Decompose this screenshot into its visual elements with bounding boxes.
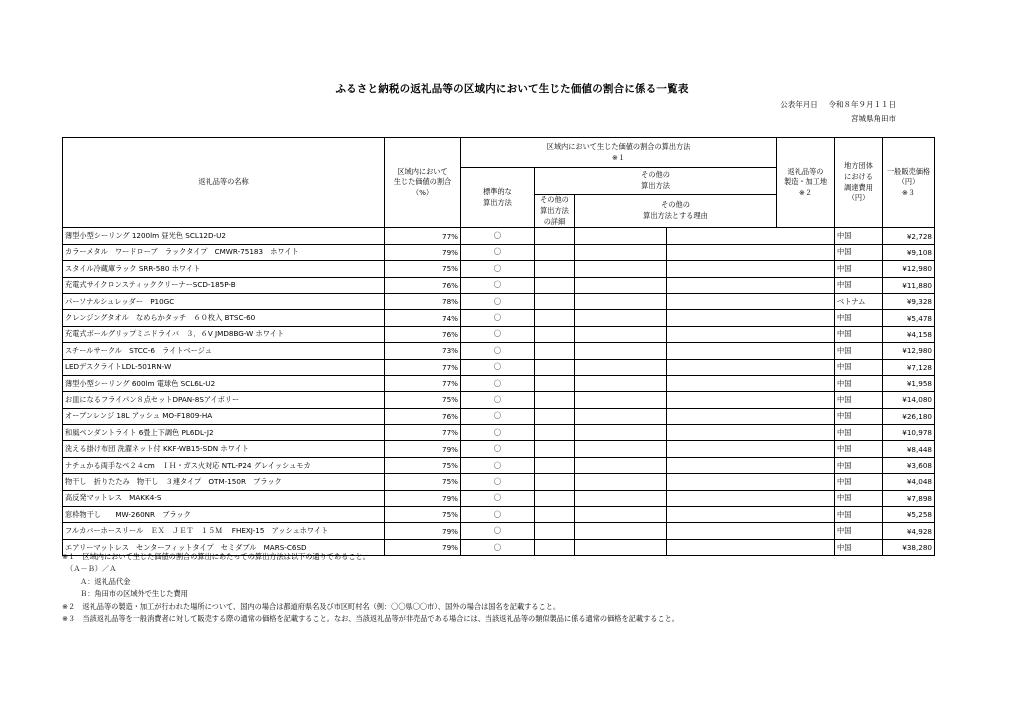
cell-other-detail	[575, 293, 667, 309]
cell-other-method	[535, 457, 575, 473]
cell-other-reason	[667, 425, 835, 441]
publish-date: 令和８年９月１１日	[828, 100, 896, 109]
cell-other-detail	[575, 277, 667, 293]
cell-standard-method: 〇	[461, 490, 535, 506]
cell-procure-cost: ¥5,258	[883, 507, 935, 523]
cell-standard-method: 〇	[461, 244, 535, 260]
cell-origin: 中国	[835, 523, 883, 539]
cell-other-reason	[667, 375, 835, 391]
cell-origin: 中国	[835, 441, 883, 457]
cell-other-reason	[667, 539, 835, 555]
cell-name: スチールサークル STCC-6 ライトベージュ	[63, 343, 385, 359]
cell-other-detail	[575, 228, 667, 244]
cell-origin: 中国	[835, 490, 883, 506]
cell-ratio: 77%	[385, 375, 461, 391]
cell-other-method	[535, 425, 575, 441]
cell-name: スタイル冷蔵庫ラック SRR-580 ホワイト	[63, 261, 385, 277]
table-row	[63, 441, 935, 457]
cell-origin: ベトナム	[835, 293, 883, 309]
cell-ratio: 79%	[385, 523, 461, 539]
municipality-name: 宮城県角田市	[851, 114, 896, 123]
cell-other-reason	[667, 261, 835, 277]
cell-origin: 中国	[835, 343, 883, 359]
cell-other-detail	[575, 507, 667, 523]
cell-other-method	[535, 507, 575, 523]
cell-name: お皿になるフライパン８点セットDPAN-8Sアイボリー	[63, 392, 385, 408]
footnotes	[62, 551, 679, 625]
table-row	[63, 392, 935, 408]
footnote-2: ※２ 返礼品等の製造・加工が行われた場所について、国内の場合は都道府県名及び市区町村名（例：〇〇県〇〇市）、国外の場合は国名を記載すること。	[62, 601, 561, 611]
cell-other-detail	[575, 392, 667, 408]
cell-other-detail	[575, 523, 667, 539]
cell-name: 充電式サイクロンスティッククリーナーSCD-185P-B	[63, 277, 385, 293]
cell-origin: 中国	[835, 408, 883, 424]
cell-procure-cost: ¥2,728	[883, 228, 935, 244]
cell-other-method	[535, 326, 575, 342]
cell-ratio: 75%	[385, 457, 461, 473]
cell-ratio: 75%	[385, 261, 461, 277]
header-other-method: その他の 算出方法	[535, 168, 777, 195]
cell-other-method	[535, 277, 575, 293]
footnote-1: ※１ 区域内において生じた価値の割合の算出にあたっての算出方法は以下の通りであること。	[62, 552, 370, 561]
cell-procure-cost: ¥7,128	[883, 359, 935, 375]
cell-standard-method: 〇	[461, 343, 535, 359]
cell-ratio: 79%	[385, 539, 461, 555]
header-name: 返礼品等の名称	[63, 138, 385, 228]
table-row	[63, 425, 935, 441]
header-standard-method: 標準的な 算出方法	[461, 168, 535, 228]
cell-other-method	[535, 261, 575, 277]
footnote-b: Ｂ：角田市の区域外で生じた費用	[80, 589, 188, 599]
cell-other-reason	[667, 343, 835, 359]
cell-other-reason	[667, 408, 835, 424]
table-row	[63, 228, 935, 244]
cell-name: フルカバーホースリール ＥＸ ＪＥＴ １５Ｍ FHEXJ-15 アッシュホワイト	[63, 523, 385, 539]
cell-other-detail	[575, 474, 667, 490]
cell-other-detail	[575, 441, 667, 457]
cell-other-detail	[575, 359, 667, 375]
cell-origin: 中国	[835, 326, 883, 342]
cell-standard-method: 〇	[461, 310, 535, 326]
cell-procure-cost: ¥4,158	[883, 326, 935, 342]
cell-other-method	[535, 392, 575, 408]
table-row	[63, 375, 935, 391]
cell-other-reason	[667, 441, 835, 457]
cell-other-reason	[667, 326, 835, 342]
cell-other-detail	[575, 490, 667, 506]
cell-name: クレンジングタオル なめらかタッチ ６０枚入 BTSC-60	[63, 310, 385, 326]
cell-procure-cost: ¥26,180	[883, 408, 935, 424]
cell-origin: 中国	[835, 375, 883, 391]
cell-ratio: 73%	[385, 343, 461, 359]
table-row	[63, 523, 935, 539]
cell-other-method	[535, 343, 575, 359]
table-row	[63, 310, 935, 326]
cell-ratio: 77%	[385, 425, 461, 441]
cell-ratio: 79%	[385, 441, 461, 457]
header-retail-price: 一般販売価格 （円） ※３	[883, 138, 935, 228]
cell-other-reason	[667, 523, 835, 539]
table-row	[63, 261, 935, 277]
cell-other-method	[535, 310, 575, 326]
cell-standard-method: 〇	[461, 408, 535, 424]
cell-name: 物干し 折りたたみ 物干し ３連タイプ OTM-150R ブラック	[63, 474, 385, 490]
cell-name: LEDデスクライトLDL-501RN-W	[63, 359, 385, 375]
cell-origin: 中国	[835, 425, 883, 441]
header-other-detail: その他の 算出方法の詳細	[535, 195, 575, 228]
header-other-reason: その他の 算出方法とする理由	[575, 195, 777, 228]
cell-other-detail	[575, 343, 667, 359]
cell-other-method	[535, 490, 575, 506]
publish-date-label: 公表年月日	[780, 100, 818, 109]
header-origin: 返礼品等の 製造・加工地 ※２	[777, 138, 835, 228]
table-row	[63, 457, 935, 473]
cell-standard-method: 〇	[461, 277, 535, 293]
cell-standard-method: 〇	[461, 359, 535, 375]
cell-ratio: 76%	[385, 277, 461, 293]
table-row	[63, 343, 935, 359]
table-row	[63, 277, 935, 293]
cell-other-reason	[667, 293, 835, 309]
cell-name: パーソナルシュレッダー P10GC	[63, 293, 385, 309]
table-row	[63, 359, 935, 375]
cell-name: 窓枠物干し MW-260NR ブラック	[63, 507, 385, 523]
cell-origin: 中国	[835, 392, 883, 408]
cell-ratio: 79%	[385, 244, 461, 260]
cell-other-reason	[667, 359, 835, 375]
cell-procure-cost: ¥14,080	[883, 392, 935, 408]
publish-date-line	[780, 99, 896, 110]
cell-other-method	[535, 228, 575, 244]
cell-name: 薄型小型シーリング 600lm 電球色 SCL6L-U2	[63, 375, 385, 391]
cell-procure-cost: ¥5,478	[883, 310, 935, 326]
cell-other-method	[535, 523, 575, 539]
cell-origin: 中国	[835, 277, 883, 293]
cell-origin: 中国	[835, 359, 883, 375]
footnote-formula: （Ａ－Ｂ）／Ａ	[66, 564, 117, 574]
cell-name: カラーメタル ワードローブ ラックタイプ CMWR-75183 ホワイト	[63, 244, 385, 260]
cell-other-reason	[667, 392, 835, 408]
cell-standard-method: 〇	[461, 457, 535, 473]
cell-name: 充電式ボールグリップミニドライバ ３．６V JMD8BG-W ホワイト	[63, 326, 385, 342]
cell-other-method	[535, 244, 575, 260]
cell-other-method	[535, 474, 575, 490]
table-row	[63, 507, 935, 523]
cell-standard-method: 〇	[461, 392, 535, 408]
cell-ratio: 74%	[385, 310, 461, 326]
cell-procure-cost: ¥9,108	[883, 244, 935, 260]
cell-other-reason	[667, 228, 835, 244]
cell-other-detail	[575, 326, 667, 342]
cell-ratio: 76%	[385, 408, 461, 424]
footnote-a: Ａ：返礼品代金	[80, 576, 131, 586]
cell-procure-cost: ¥1,958	[883, 375, 935, 391]
table-row	[63, 293, 935, 309]
header-method-group: 区域内において生じた価値の割合の算出方法 ※１	[461, 138, 777, 168]
cell-standard-method: 〇	[461, 293, 535, 309]
cell-other-method	[535, 293, 575, 309]
cell-name: オーブンレンジ 18L アッシュ MO-F1809-HA	[63, 408, 385, 424]
cell-standard-method: 〇	[461, 375, 535, 391]
footnote-3: ※３ 当該返礼品等を一般消費者に対して販売する際の通常の価格を記載すること。なお、当該返礼品等が非売品である場合には、当該返礼品等の類似製品に係る通常の価格を記載すること。	[62, 614, 679, 624]
cell-other-reason	[667, 457, 835, 473]
cell-standard-method: 〇	[461, 539, 535, 555]
cell-other-reason	[667, 490, 835, 506]
cell-ratio: 77%	[385, 228, 461, 244]
cell-name: 高反発マットレス MAKK4-S	[63, 490, 385, 506]
cell-ratio: 75%	[385, 392, 461, 408]
cell-origin: 中国	[835, 507, 883, 523]
cell-ratio: 76%	[385, 326, 461, 342]
cell-other-reason	[667, 474, 835, 490]
cell-origin: 中国	[835, 244, 883, 260]
cell-other-reason	[667, 244, 835, 260]
cell-other-method	[535, 375, 575, 391]
cell-ratio: 77%	[385, 359, 461, 375]
cell-ratio: 78%	[385, 293, 461, 309]
cell-origin: 中国	[835, 474, 883, 490]
cell-procure-cost: ¥38,280	[883, 539, 935, 555]
cell-standard-method: 〇	[461, 474, 535, 490]
cell-ratio: 75%	[385, 507, 461, 523]
header-procure-cost: 地方団体 における 調達費用 （円）	[835, 138, 883, 228]
cell-standard-method: 〇	[461, 523, 535, 539]
cell-origin: 中国	[835, 261, 883, 277]
cell-other-detail	[575, 408, 667, 424]
page-title: ふるさと納税の返礼品等の区域内において生じた価値の割合に係る一覧表	[335, 83, 689, 95]
cell-procure-cost: ¥10,978	[883, 425, 935, 441]
cell-other-method	[535, 441, 575, 457]
cell-name: 和風ペンダントライト 6畳上下調色 PL6DL-J2	[63, 425, 385, 441]
cell-origin: 中国	[835, 457, 883, 473]
table-row	[63, 326, 935, 342]
cell-standard-method: 〇	[461, 261, 535, 277]
cell-procure-cost: ¥3,608	[883, 457, 935, 473]
cell-other-reason	[667, 277, 835, 293]
cell-name: エアリーマットレス センターフィットタイプ セミダブル MARS-C6SD	[63, 539, 385, 555]
cell-ratio: 79%	[385, 490, 461, 506]
cell-other-reason	[667, 507, 835, 523]
cell-procure-cost: ¥9,328	[883, 293, 935, 309]
cell-origin: 中国	[835, 310, 883, 326]
table-row	[63, 244, 935, 260]
cell-origin: 中国	[835, 228, 883, 244]
cell-other-detail	[575, 425, 667, 441]
cell-other-detail	[575, 261, 667, 277]
cell-procure-cost: ¥7,898	[883, 490, 935, 506]
table-row	[63, 490, 935, 506]
cell-procure-cost: ¥4,048	[883, 474, 935, 490]
cell-name: 洗える掛け布団 洗濯ネット付 KKF-WB15-SDN ホワイト	[63, 441, 385, 457]
cell-procure-cost: ¥12,980	[883, 261, 935, 277]
gift-value-table	[62, 137, 935, 556]
cell-standard-method: 〇	[461, 507, 535, 523]
cell-ratio: 75%	[385, 474, 461, 490]
header-ratio: 区域内において 生じた価値の割合 （%）	[385, 138, 461, 228]
cell-name: 薄型小型シーリング 1200lm 昼光色 SCL12D-U2	[63, 228, 385, 244]
cell-procure-cost: ¥12,980	[883, 343, 935, 359]
cell-other-method	[535, 408, 575, 424]
cell-other-detail	[575, 244, 667, 260]
cell-procure-cost: ¥8,448	[883, 441, 935, 457]
cell-other-reason	[667, 310, 835, 326]
cell-other-detail	[575, 375, 667, 391]
cell-other-method	[535, 359, 575, 375]
cell-standard-method: 〇	[461, 425, 535, 441]
cell-origin: 中国	[835, 539, 883, 555]
cell-procure-cost: ¥11,880	[883, 277, 935, 293]
cell-standard-method: 〇	[461, 228, 535, 244]
cell-standard-method: 〇	[461, 326, 535, 342]
cell-standard-method: 〇	[461, 441, 535, 457]
cell-other-detail	[575, 457, 667, 473]
cell-procure-cost: ¥4,928	[883, 523, 935, 539]
table-row	[63, 474, 935, 490]
cell-name: ナチュかる両手なべ２４cm ＩＨ・ガス火対応 NTL-P24 グレイッシュモカ	[63, 457, 385, 473]
table-row	[63, 408, 935, 424]
cell-other-detail	[575, 310, 667, 326]
